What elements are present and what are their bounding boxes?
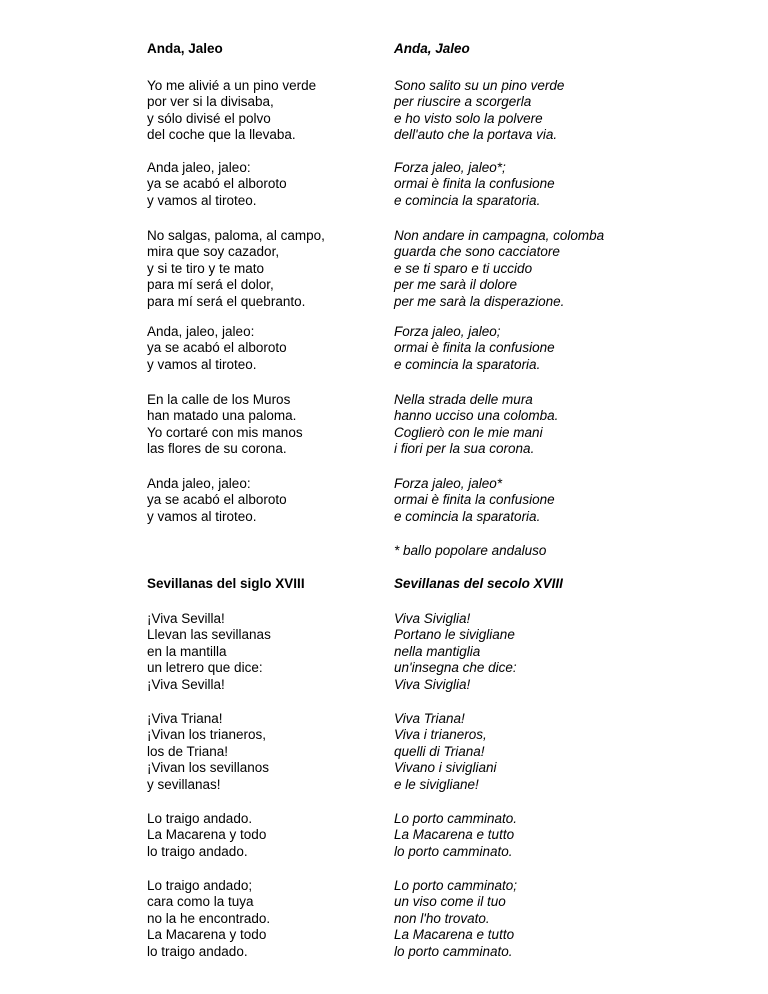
stanza bbox=[394, 228, 604, 310]
verse-line: no la he encontrado. bbox=[147, 910, 271, 926]
song-title: Anda, Jaleo bbox=[394, 41, 470, 56]
verse-line: cara como la tuya bbox=[147, 894, 254, 910]
verse-line: dell'auto che la portava via. bbox=[394, 127, 558, 143]
verse-line: Lo traigo andado; bbox=[147, 878, 253, 893]
verse-line: y vamos al tiroteo. bbox=[147, 192, 257, 208]
verse-line: La Macarena e tutto bbox=[394, 827, 515, 843]
stanza bbox=[394, 611, 517, 693]
verse-line: y sólo divisé el polvo bbox=[147, 110, 271, 126]
verse-line: mira que soy cazador, bbox=[147, 244, 280, 260]
stanza bbox=[147, 324, 287, 373]
verse-line: No salgas, paloma, al campo, bbox=[147, 228, 325, 243]
verse-line: Llevan las sevillanas bbox=[147, 627, 271, 643]
stanza bbox=[394, 392, 558, 458]
verse-line: non l'ho trovato. bbox=[394, 910, 490, 926]
verse-line: Forza jaleo, jaleo; bbox=[394, 324, 501, 339]
verse-line: ¡Vivan los trianeros, bbox=[147, 727, 267, 743]
stanza bbox=[394, 324, 555, 373]
verse-line: Non andare in campagna, colomba bbox=[394, 228, 605, 243]
verse-line: La Macarena y todo bbox=[147, 927, 267, 943]
verse-line: Lo traigo andado. bbox=[147, 811, 253, 826]
song-title: Anda, Jaleo bbox=[147, 41, 223, 56]
verse-line: per me sarà il dolore bbox=[394, 277, 518, 293]
verse-line: ¡Viva Sevilla! bbox=[147, 676, 225, 692]
verse-line: guarda che sono cacciatore bbox=[394, 244, 560, 260]
song-title: Sevillanas del siglo XVIII bbox=[147, 576, 305, 591]
verse-line: i fiori per la sua corona. bbox=[394, 441, 535, 457]
verse-line: ¡Viva Sevilla! bbox=[147, 611, 225, 626]
verse-line: han matado una paloma. bbox=[147, 408, 297, 424]
verse-line: un'insegna che dice: bbox=[394, 660, 517, 676]
verse-line: lo traigo andado. bbox=[147, 843, 248, 859]
verse-line: ormai è finita la confusione bbox=[394, 492, 555, 508]
verse-line: ya se acabó el alboroto bbox=[147, 340, 287, 356]
stanza bbox=[394, 476, 555, 525]
stanza bbox=[394, 78, 564, 144]
verse-line: y si te tiro y te mato bbox=[147, 260, 265, 276]
verse-line: per me sarà la disperazione. bbox=[394, 293, 565, 309]
verse-line: un viso come il tuo bbox=[394, 894, 506, 910]
verse-line: lo porto camminato. bbox=[394, 843, 513, 859]
verse-line: Anda, jaleo, jaleo: bbox=[147, 324, 255, 339]
verse-line: Viva Siviglia! bbox=[394, 676, 471, 692]
verse-line: e se ti sparo e ti uccido bbox=[394, 260, 533, 276]
verse-line: en la mantilla bbox=[147, 643, 227, 659]
verse-line: y vamos al tiroteo. bbox=[147, 508, 257, 524]
verse-line: ya se acabó el alboroto bbox=[147, 176, 287, 192]
verse-line: per riuscire a scorgerla bbox=[394, 94, 532, 110]
verse-line: e comincia la sparatoria. bbox=[394, 192, 541, 208]
verse-line: por ver si la divisaba, bbox=[147, 94, 274, 110]
verse-line: Anda jaleo, jaleo: bbox=[147, 160, 251, 175]
verse-line: Nella strada delle mura bbox=[394, 392, 533, 407]
verse-line: ormai è finita la confusione bbox=[394, 340, 555, 356]
verse-line: La Macarena e tutto bbox=[394, 927, 515, 943]
verse-line: Portano le sivigliane bbox=[394, 627, 515, 643]
stanza bbox=[147, 160, 287, 209]
verse-line: Viva Siviglia! bbox=[394, 611, 471, 626]
verse-line: ¡Viva Triana! bbox=[147, 711, 223, 726]
verse-line: Lo porto camminato; bbox=[394, 878, 518, 893]
stanza bbox=[147, 78, 316, 144]
verse-line: e comincia la sparatoria. bbox=[394, 356, 541, 372]
verse-line: Lo porto camminato. bbox=[394, 811, 518, 826]
verse-line: Forza jaleo, jaleo* bbox=[394, 476, 503, 491]
stanza bbox=[394, 811, 517, 860]
stanza bbox=[147, 878, 270, 960]
verse-line: e ho visto solo la polvere bbox=[394, 110, 543, 126]
verse-line: hanno ucciso una colomba. bbox=[394, 408, 559, 424]
verse-line: e comincia la sparatoria. bbox=[394, 508, 541, 524]
verse-line: y sevillanas! bbox=[147, 776, 221, 792]
verse-line: para mí será el dolor, bbox=[147, 277, 274, 293]
verse-line: para mí será el quebranto. bbox=[147, 293, 306, 309]
verse-line: lo porto camminato. bbox=[394, 943, 513, 959]
stanza bbox=[147, 711, 269, 793]
verse-line: ¡Vivan los sevillanos bbox=[147, 760, 270, 776]
verse-line: del coche que la llevaba. bbox=[147, 127, 296, 143]
verse-line: Yo cortaré con mis manos bbox=[147, 424, 303, 440]
song-title: Sevillanas del secolo XVIII bbox=[394, 576, 563, 591]
stanza bbox=[394, 711, 497, 793]
verse-line: lo traigo andado. bbox=[147, 943, 248, 959]
stanza bbox=[394, 160, 555, 209]
stanza bbox=[147, 228, 325, 310]
footnote: * ballo popolare andaluso bbox=[394, 543, 547, 558]
verse-line: La Macarena y todo bbox=[147, 827, 267, 843]
stanza bbox=[147, 392, 303, 458]
stanza bbox=[147, 811, 266, 860]
verse-line: Coglierò con le mie mani bbox=[394, 424, 543, 440]
verse-line: los de Triana! bbox=[147, 743, 229, 759]
verse-line: las flores de su corona. bbox=[147, 441, 287, 457]
verse-line: Forza jaleo, jaleo*; bbox=[394, 160, 506, 175]
stanza bbox=[147, 476, 287, 525]
verse-line: ormai è finita la confusione bbox=[394, 176, 555, 192]
verse-line: nella mantiglia bbox=[394, 643, 481, 659]
stanza bbox=[147, 611, 271, 693]
verse-line: Vivano i sivigliani bbox=[394, 760, 497, 776]
verse-line: Viva Triana! bbox=[394, 711, 465, 726]
verse-line: Anda jaleo, jaleo: bbox=[147, 476, 251, 491]
stanza bbox=[394, 878, 517, 960]
verse-line: Viva i trianeros, bbox=[394, 727, 487, 743]
verse-line: En la calle de los Muros bbox=[147, 392, 291, 407]
verse-line: Yo me alivié a un pino verde bbox=[147, 78, 317, 93]
verse-line: Sono salito su un pino verde bbox=[394, 78, 565, 93]
verse-line: quelli di Triana! bbox=[394, 743, 485, 759]
verse-line: un letrero que dice: bbox=[147, 660, 263, 676]
verse-line: y vamos al tiroteo. bbox=[147, 356, 257, 372]
verse-line: e le sivigliane! bbox=[394, 776, 479, 792]
verse-line: ya se acabó el alboroto bbox=[147, 492, 287, 508]
